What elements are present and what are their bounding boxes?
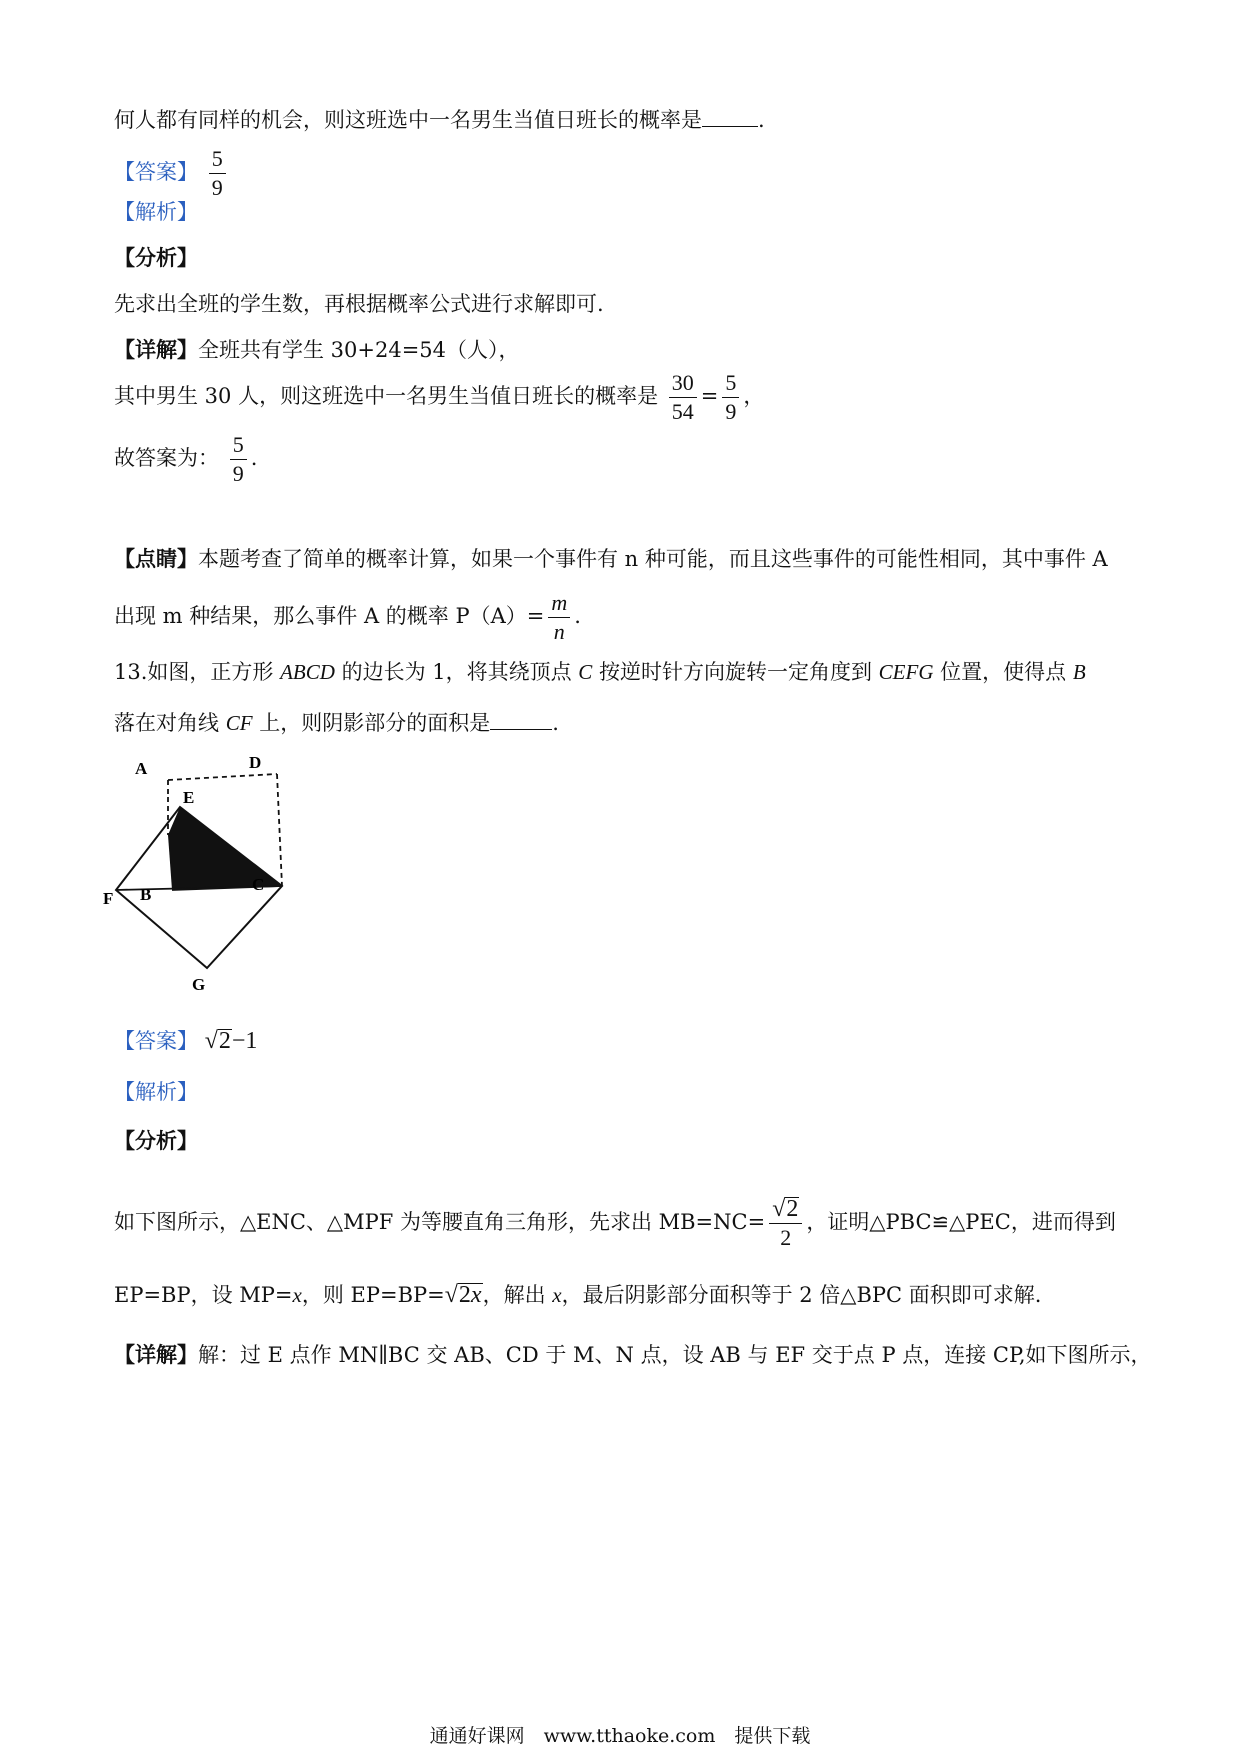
xiangjie-text-1: 全班共有学生 30+24=54（人），	[198, 338, 520, 362]
fenxi-row-3	[114, 1280, 1041, 1310]
question-12-text: 何人都有同样的机会，则这班选中一名男生当值日班长的概率是	[114, 108, 702, 132]
fraction-numerator: √2	[769, 1196, 802, 1224]
question-13-row-1	[114, 657, 1086, 687]
answer-tag: 【答案】	[114, 160, 198, 184]
period: .	[250, 446, 258, 470]
xiangjie-tag: 【详解】	[114, 1342, 198, 1367]
q13-abcd: ABCD	[280, 660, 335, 684]
shaded-region	[168, 807, 282, 890]
fraction-denominator: 2	[780, 1225, 792, 1250]
answer-row-2	[114, 1026, 257, 1056]
fenxi-text: 如下图所示，△ENC、△MPF 为等腰直角三角形，先求出 MB=NC=	[114, 1210, 766, 1234]
page-footer: 通通好课网 www.tthaoke.com 提供下载	[429, 1725, 811, 1747]
fraction-sqrt2-over-2	[769, 1196, 802, 1251]
var-x: x	[470, 1282, 482, 1308]
q13-b: B	[1072, 660, 1086, 684]
period: .	[574, 604, 581, 628]
dianjing-text-1: 本题考查了简单的概率计算，如果一个事件有 n 种可能，而且这些事件的可能性相同，其中事件 A	[198, 547, 1108, 571]
edge-dc-dashed	[277, 774, 282, 886]
fenxi-text: ，证明△PBC≌△PEC，进而得到	[806, 1210, 1116, 1234]
var-x: x	[292, 1283, 302, 1307]
question-13-row-2	[114, 708, 559, 738]
fraction-numerator: 5	[722, 370, 739, 398]
xiangjie-row-1	[114, 335, 520, 365]
period: .	[552, 711, 559, 735]
radicand	[458, 1283, 483, 1306]
fraction-denominator: 9	[232, 461, 244, 486]
fraction-denominator: 9	[725, 399, 737, 424]
minus-one: −1	[231, 1028, 258, 1054]
q13-cf: CF	[225, 711, 253, 735]
label-c: C	[252, 875, 265, 894]
answer-blank	[702, 108, 758, 127]
fraction-denominator: n	[553, 619, 565, 644]
label-b: B	[140, 885, 152, 904]
xiangjie-tag: 【详解】	[114, 337, 198, 362]
fraction-5-9	[230, 432, 247, 487]
fraction-30-54	[669, 370, 697, 425]
label-d: D	[249, 753, 262, 772]
q13-text: 落在对角线	[114, 711, 226, 735]
answer-tag: 【答案】	[114, 1029, 198, 1053]
q13-cefg: CEFG	[878, 660, 934, 684]
answer-fraction	[209, 146, 226, 201]
xiangjie-text-3: 故答案为：	[114, 446, 219, 470]
answer-blank	[490, 711, 552, 730]
radicand-2: 2	[458, 1282, 471, 1308]
radicand: 2	[218, 1028, 231, 1054]
q13-text: 13.如图，正方形	[114, 660, 281, 684]
label-a: A	[135, 759, 148, 778]
sqrt-2x: √2x	[444, 1282, 482, 1308]
fenxi-text: ，解出	[482, 1283, 553, 1307]
fraction-numerator: 30	[669, 370, 697, 398]
analysis-tag: 【解析】	[114, 200, 198, 224]
radicand: 2	[786, 1196, 799, 1222]
q13-text: 上，则阴影部分的面积是	[252, 711, 491, 735]
xiangjie-row-2	[114, 370, 764, 425]
xiangjie-text-4: 解：过 E 点作 MN∥BC 交 AB、CD 于 M、N 点，设 AB 与 EF 交于点 P 点，连接 CP,如下图所示，	[198, 1343, 1152, 1367]
label-f: F	[103, 889, 114, 908]
dianjing-row-1	[114, 544, 1108, 574]
answer-sqrt-expression: √2−1	[204, 1028, 258, 1054]
xiangjie-text-2: 其中男生 30 人，则这班选中一名男生当值日班长的概率是	[114, 384, 659, 408]
fenxi-text: EP=BP，设 MP=	[114, 1283, 293, 1307]
fraction-5-9	[722, 370, 739, 425]
fenxi-row-2	[114, 1196, 1116, 1251]
fraction-numerator: 5	[230, 432, 247, 460]
edge-ad-dashed	[168, 774, 277, 780]
fenxi-tag: 【分析】	[114, 1128, 198, 1153]
analysis-tag: 【解析】	[114, 1080, 198, 1104]
q13-text: 按逆时针方向旋转一定角度到	[592, 660, 879, 684]
answer-row-1	[114, 146, 230, 201]
comma: ，	[743, 384, 765, 408]
xiangjie-row-3	[114, 432, 257, 487]
q13-text: 的边长为 1，将其绕顶点	[334, 660, 579, 684]
var-x: x	[552, 1283, 562, 1307]
fenxi-text: ，则 EP=BP=	[301, 1283, 445, 1307]
q13-text: 位置，使得点	[933, 660, 1073, 684]
fraction-numerator: 5	[209, 146, 226, 174]
fenxi-text: ，最后阴影部分面积等于 2 倍△BPC 面积即可求解.	[561, 1283, 1042, 1307]
fraction-m-n	[548, 590, 570, 645]
dianjing-tag: 【点睛】	[114, 546, 198, 571]
fenxi-text: 先求出全班的学生数，再根据概率公式进行求解即可.	[114, 292, 604, 316]
fraction-denominator: 9	[211, 175, 223, 200]
equals-sign: =	[700, 384, 719, 408]
label-e: E	[183, 788, 195, 807]
question-12-tail	[114, 105, 765, 135]
period: .	[758, 108, 765, 132]
xiangjie-row-4	[114, 1340, 1152, 1370]
fraction-numerator: m	[548, 590, 570, 618]
dianjing-text-2: 出现 m 种结果，那么事件 A 的概率 P（A）=	[114, 604, 545, 628]
fraction-denominator: 54	[671, 399, 694, 424]
dianjing-row-2	[114, 590, 581, 645]
fenxi-tag: 【分析】	[114, 245, 198, 270]
label-g: G	[192, 975, 206, 994]
square-rotation-figure	[103, 750, 340, 1000]
q13-c: C	[578, 660, 593, 684]
